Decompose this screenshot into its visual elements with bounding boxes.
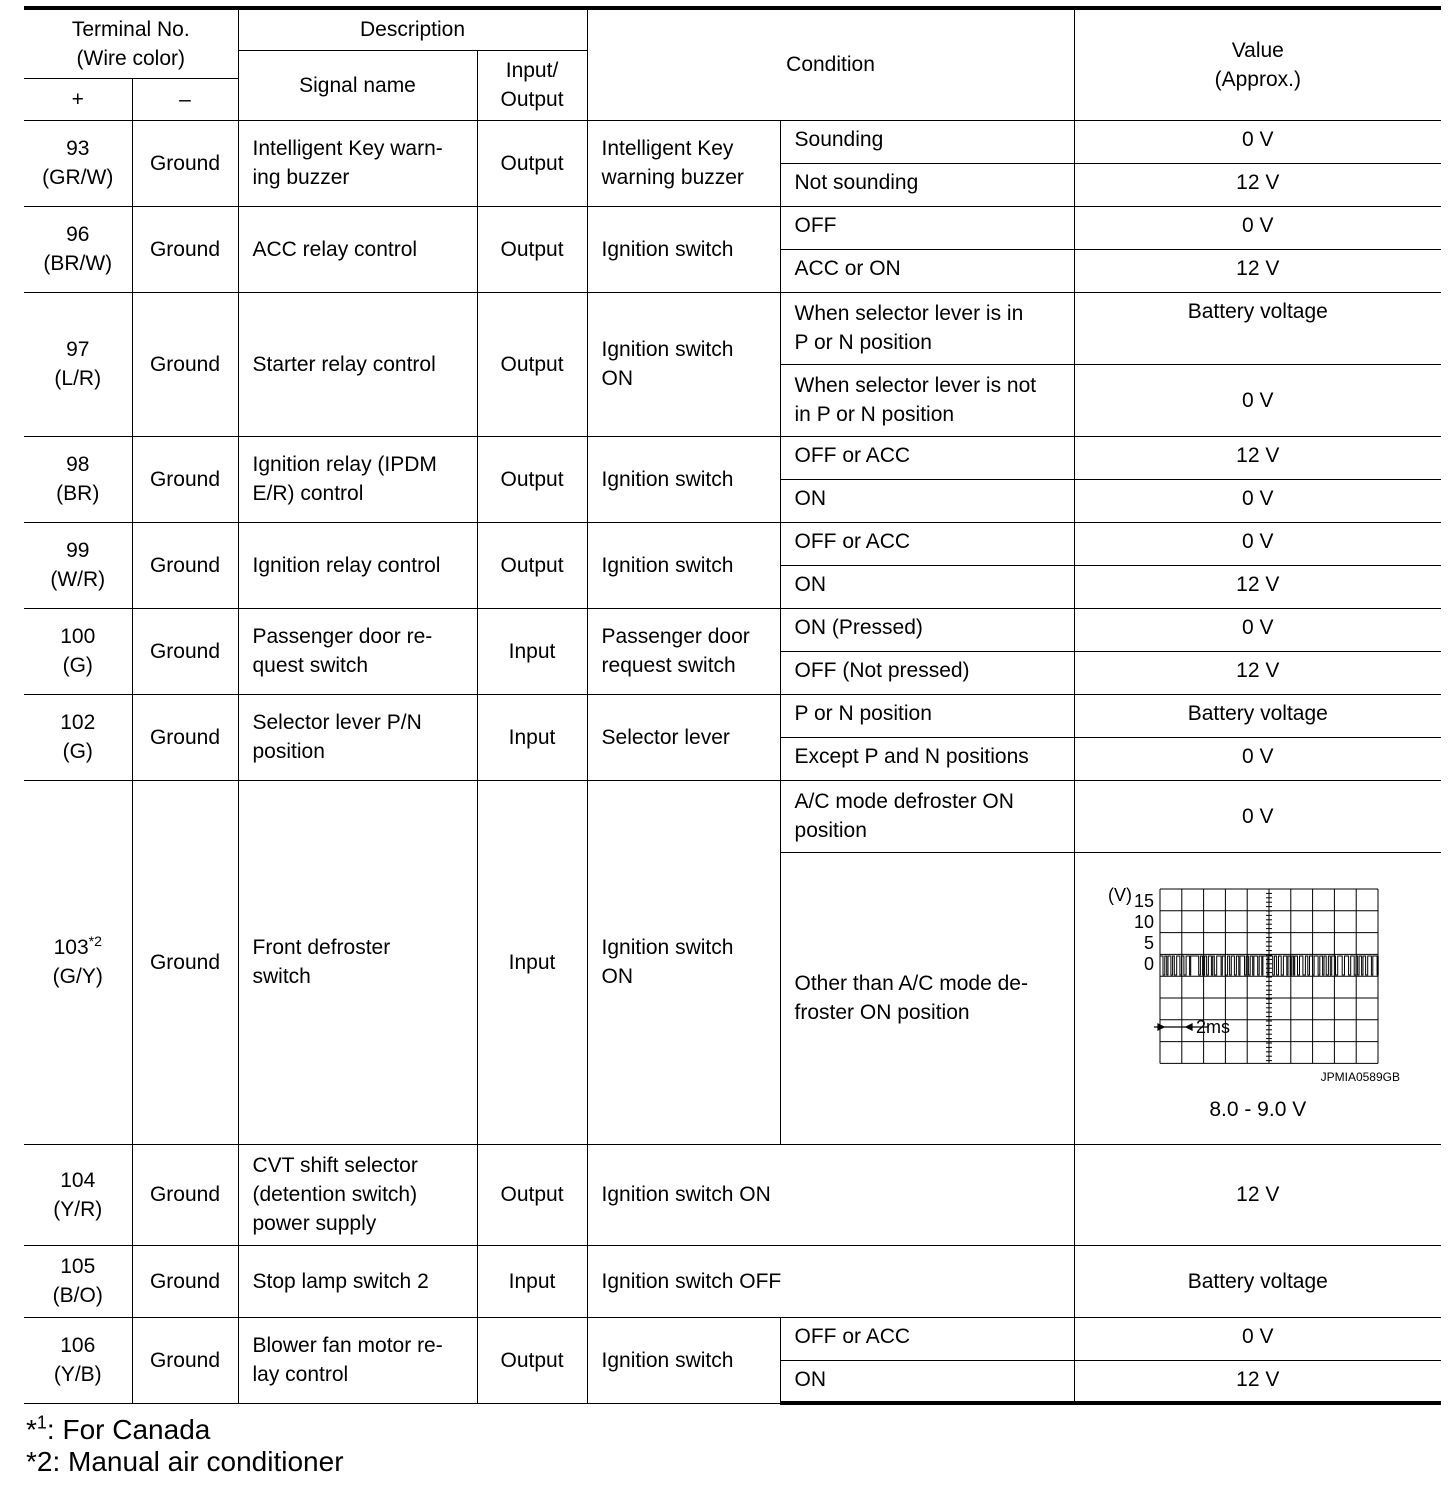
sub-condition-cell: ACC or ON xyxy=(780,249,1074,292)
condition-line: ON xyxy=(601,367,634,390)
sub-condition-cell xyxy=(780,852,1074,1144)
oscilloscope-figure xyxy=(1075,873,1442,1124)
signal-name-line: CVT shift selector xyxy=(252,1154,418,1177)
table-row xyxy=(24,436,1441,479)
signal-name-line: Blower fan motor re- xyxy=(252,1334,443,1357)
header-description: Description xyxy=(238,8,587,50)
value-cell: 0 V xyxy=(1074,780,1441,852)
value-cell: 12 V xyxy=(1074,436,1441,479)
terminal-spec-table xyxy=(24,6,1441,1405)
footnote-ref: *2 xyxy=(88,933,102,949)
header-value-label: Value xyxy=(1231,38,1284,62)
value-cell: 0 V xyxy=(1074,1317,1441,1360)
condition-cell: Ignition switch xyxy=(587,1317,780,1403)
value-cell: Battery voltage xyxy=(1074,292,1441,364)
scope-tick-10: 10 xyxy=(1133,911,1154,932)
signal-name-line: Front defroster xyxy=(252,936,391,959)
sub-condition-cell: OFF or ACC xyxy=(780,522,1074,565)
condition-line: Ignition switch xyxy=(601,338,734,361)
header-approx-label: (Approx.) xyxy=(1214,67,1301,91)
terminal-number: 105 xyxy=(60,1255,96,1278)
io-cell: Output xyxy=(477,522,587,608)
value-cell: 12 V xyxy=(1074,249,1441,292)
header-input-label: Input/ xyxy=(505,59,559,82)
footnote-mark: * xyxy=(26,1414,37,1445)
condition-cell: Ignition switch OFF xyxy=(587,1245,1074,1317)
header-condition: Condition xyxy=(587,8,1074,120)
signal-name-line: switch xyxy=(252,965,311,988)
value-cell: Battery voltage xyxy=(1074,694,1441,737)
footnote-2: *2: Manual air conditioner xyxy=(26,1446,344,1477)
signal-name-line: Intelligent Key warn- xyxy=(252,137,443,160)
ground-cell: Ground xyxy=(132,780,238,1144)
condition-line: Passenger door xyxy=(601,625,750,648)
condition-cell: Selector lever xyxy=(587,694,780,780)
ground-cell: Ground xyxy=(132,1144,238,1245)
sub-condition-cell: ON xyxy=(780,1360,1074,1403)
sub-condition-cell: Sounding xyxy=(780,120,1074,163)
sub-condition-line: in P or N position xyxy=(794,403,955,426)
sub-condition-line: When selector lever is not xyxy=(794,374,1037,397)
sub-condition-cell: Except P and N positions xyxy=(780,737,1074,780)
signal-name-cell xyxy=(238,436,477,522)
terminal-number: 103 xyxy=(53,936,89,959)
value-cell: 12 V xyxy=(1074,1144,1441,1245)
terminal-number: 100 xyxy=(60,625,96,648)
signal-name-cell xyxy=(238,780,477,1144)
ground-cell: Ground xyxy=(132,120,238,206)
value-cell xyxy=(1074,852,1441,1144)
header-terminal-no-label: Terminal No. xyxy=(71,17,190,41)
wire-color: (BR/W) xyxy=(43,252,113,275)
table-row xyxy=(24,1245,1441,1317)
table-row xyxy=(24,780,1441,852)
terminal-cell xyxy=(24,1317,132,1403)
condition-line: warning buzzer xyxy=(601,166,744,189)
condition-line: request switch xyxy=(601,654,736,677)
sub-condition-cell: OFF xyxy=(780,206,1074,249)
wire-color: (B/O) xyxy=(52,1284,103,1307)
header-output-label: Output xyxy=(500,88,564,111)
sub-condition-cell xyxy=(780,780,1074,852)
sub-condition-cell xyxy=(780,292,1074,364)
condition-cell: Ignition switch xyxy=(587,522,780,608)
signal-name-line: lay control xyxy=(252,1363,349,1386)
figure-code: JPMIA0589GB xyxy=(1320,1069,1400,1084)
condition-line: Ignition switch xyxy=(601,936,734,959)
terminal-cell xyxy=(24,120,132,206)
signal-name-line: power supply xyxy=(252,1212,377,1235)
header-signal-name: Signal name xyxy=(238,50,477,120)
ground-cell: Ground xyxy=(132,436,238,522)
value-cell: Battery voltage xyxy=(1074,1245,1441,1317)
scope-grid xyxy=(1160,889,1378,1063)
terminal-cell xyxy=(24,694,132,780)
sub-condition-cell: OFF or ACC xyxy=(780,436,1074,479)
signal-name-line: Selector lever P/N xyxy=(252,711,422,734)
terminal-number-wrap xyxy=(38,933,118,962)
sub-condition-cell: OFF (Not pressed) xyxy=(780,651,1074,694)
terminal-number: 93 xyxy=(66,137,90,160)
value-cell: 0 V xyxy=(1074,206,1441,249)
terminal-cell xyxy=(24,780,132,1144)
scope-time-label: 2ms xyxy=(1195,1016,1230,1037)
wire-color: (G/Y) xyxy=(52,965,103,988)
signal-name-cell: Stop lamp switch 2 xyxy=(238,1245,477,1317)
footnote-text: : For Canada xyxy=(46,1414,211,1445)
wire-color: (L/R) xyxy=(54,367,102,390)
table-row xyxy=(24,1317,1441,1360)
footnotes xyxy=(26,1414,344,1478)
io-cell: Output xyxy=(477,436,587,522)
sub-condition-line: A/C mode defroster ON xyxy=(794,790,1014,813)
terminal-cell xyxy=(24,608,132,694)
terminal-number: 96 xyxy=(66,223,90,246)
terminal-number: 104 xyxy=(60,1168,96,1192)
io-cell: Input xyxy=(477,780,587,1144)
table-row xyxy=(24,608,1441,651)
wire-color: (G) xyxy=(62,740,93,763)
io-cell: Output xyxy=(477,292,587,436)
signal-name-cell: Starter relay control xyxy=(238,292,477,436)
header-minus: – xyxy=(132,78,238,120)
sub-condition-line: position xyxy=(794,819,867,842)
condition-cell: Ignition switch ON xyxy=(587,1144,1074,1245)
terminal-cell xyxy=(24,206,132,292)
scope-unit-label: (V) xyxy=(1107,884,1132,905)
signal-name-cell xyxy=(238,120,477,206)
signal-name-line: Ignition relay (IPDM xyxy=(252,453,437,476)
condition-cell: Ignition switch xyxy=(587,206,780,292)
signal-name-line: E/R) control xyxy=(252,482,364,505)
signal-name-cell: ACC relay control xyxy=(238,206,477,292)
condition-line: ON xyxy=(601,965,634,988)
signal-name-line: Passenger door re- xyxy=(252,625,433,648)
sub-condition-line: Other than A/C mode de- xyxy=(794,972,1028,995)
scope-tick-5: 5 xyxy=(1143,932,1154,953)
wire-color: (Y/B) xyxy=(53,1363,102,1386)
scope-tick-15: 15 xyxy=(1133,890,1154,911)
sub-condition-line: P or N position xyxy=(794,331,932,354)
condition-cell xyxy=(587,120,780,206)
header-input-output xyxy=(477,50,587,120)
sub-condition-cell xyxy=(780,364,1074,436)
terminal-cell xyxy=(24,436,132,522)
value-cell: 12 V xyxy=(1074,163,1441,206)
io-cell: Output xyxy=(477,1144,587,1245)
signal-name-cell xyxy=(238,694,477,780)
sub-condition-cell: ON xyxy=(780,565,1074,608)
io-cell: Output xyxy=(477,1317,587,1403)
value-cell: 0 V xyxy=(1074,479,1441,522)
wire-color: (GR/W) xyxy=(42,166,114,189)
oscilloscope-waveform xyxy=(1088,877,1428,1089)
condition-cell xyxy=(587,780,780,1144)
sub-condition-line: froster ON position xyxy=(794,1001,970,1024)
condition-cell xyxy=(587,292,780,436)
value-cell: 0 V xyxy=(1074,608,1441,651)
sub-condition-cell: ON xyxy=(780,479,1074,522)
value-text: 8.0 - 9.0 V xyxy=(1209,1097,1307,1121)
wire-color: (BR) xyxy=(56,482,100,505)
ground-cell: Ground xyxy=(132,694,238,780)
header-plus: + xyxy=(24,78,132,120)
value-cell: 0 V xyxy=(1074,120,1441,163)
signal-name-line: (detention switch) xyxy=(252,1183,418,1206)
io-cell: Input xyxy=(477,694,587,780)
condition-cell: Ignition switch xyxy=(587,436,780,522)
ground-cell: Ground xyxy=(132,1317,238,1403)
scope-signal-trace xyxy=(1160,956,1378,975)
signal-name-line: position xyxy=(252,740,325,763)
table-row xyxy=(24,694,1441,737)
value-cell: 12 V xyxy=(1074,1360,1441,1403)
value-cell: 12 V xyxy=(1074,565,1441,608)
io-cell: Input xyxy=(477,608,587,694)
value-cell: 0 V xyxy=(1074,737,1441,780)
table-row xyxy=(24,206,1441,249)
terminal-cell xyxy=(24,1144,132,1245)
terminal-cell xyxy=(24,1245,132,1317)
header-wire-color-label: (Wire color) xyxy=(76,46,185,70)
signal-name-cell: Ignition relay control xyxy=(238,522,477,608)
terminal-number: 106 xyxy=(60,1334,96,1357)
ground-cell: Ground xyxy=(132,1245,238,1317)
ground-cell: Ground xyxy=(132,206,238,292)
header-value xyxy=(1074,8,1441,120)
io-cell: Output xyxy=(477,120,587,206)
signal-name-line: ing buzzer xyxy=(252,166,350,189)
condition-cell xyxy=(587,608,780,694)
value-cell: 12 V xyxy=(1074,651,1441,694)
sub-condition-cell: ON (Pressed) xyxy=(780,608,1074,651)
sub-condition-cell: Not sounding xyxy=(780,163,1074,206)
condition-line: Intelligent Key xyxy=(601,137,734,160)
terminal-cell xyxy=(24,522,132,608)
wire-color: (G) xyxy=(62,654,93,677)
terminal-number: 97 xyxy=(66,338,90,361)
table-row xyxy=(24,1144,1441,1245)
value-cell: 0 V xyxy=(1074,522,1441,565)
signal-name-cell xyxy=(238,1144,477,1245)
terminal-cell xyxy=(24,292,132,436)
wire-color: (W/R) xyxy=(50,568,106,591)
wire-color: (Y/R) xyxy=(53,1197,103,1221)
terminal-number: 102 xyxy=(60,711,96,734)
table-row xyxy=(24,120,1441,163)
terminal-number: 99 xyxy=(66,539,90,562)
ground-cell: Ground xyxy=(132,292,238,436)
table-row xyxy=(24,522,1441,565)
terminal-number: 98 xyxy=(66,453,90,476)
footnote-sup: 1 xyxy=(36,1412,47,1433)
io-cell: Output xyxy=(477,206,587,292)
signal-name-cell xyxy=(238,608,477,694)
sub-condition-cell: OFF or ACC xyxy=(780,1317,1074,1360)
signal-name-cell xyxy=(238,1317,477,1403)
footnote-1 xyxy=(26,1414,344,1446)
io-cell: Input xyxy=(477,1245,587,1317)
ground-cell: Ground xyxy=(132,522,238,608)
sub-condition-cell: P or N position xyxy=(780,694,1074,737)
sub-condition-line: When selector lever is in xyxy=(794,302,1024,325)
header-terminal-no xyxy=(24,8,238,78)
value-cell: 0 V xyxy=(1074,364,1441,436)
signal-name-line: quest switch xyxy=(252,654,369,677)
scope-tick-0: 0 xyxy=(1143,953,1154,974)
ground-cell: Ground xyxy=(132,608,238,694)
table-row xyxy=(24,292,1441,364)
